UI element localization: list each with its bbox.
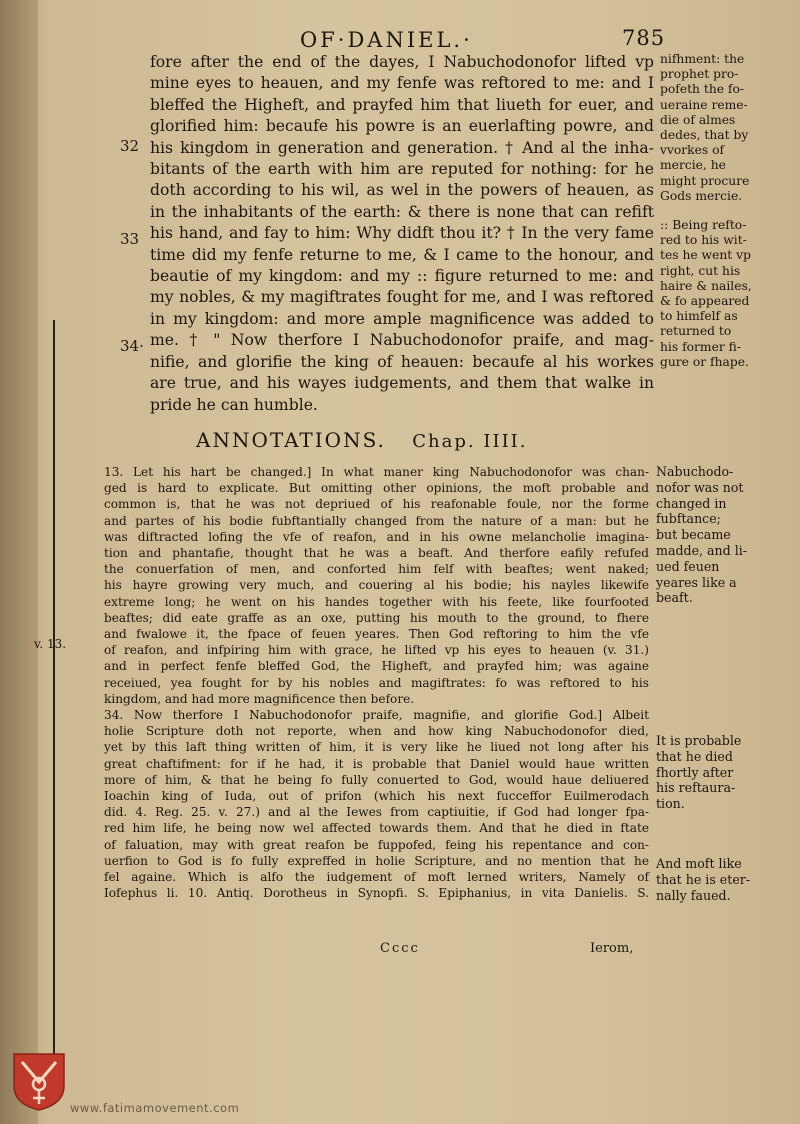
annotation-line: 13. Let his hart be changed.] In what maner king Nabuchodonofor was chan-: [104, 465, 649, 479]
margin-note-line: And moft like: [656, 856, 742, 871]
verse-number-33: 33: [120, 230, 140, 248]
annotation-line: and in perfect fenfe bleffed God, the Higheft, and prayfed him; was againe: [104, 659, 649, 674]
margin-note-line: tion.: [656, 796, 685, 812]
margin-note-line: yeares like a: [656, 574, 737, 590]
margin-note-line: :: Being refto-: [660, 218, 747, 233]
margin-note-line: Gods mercie.: [660, 188, 743, 203]
marginal-notes-top: [660, 52, 770, 370]
shield-logo-icon: [12, 1052, 66, 1112]
chapter-label: Chap. IIII.: [412, 431, 528, 452]
text-line: my nobles, & my magiftrates fought for me, and I was reftored: [150, 288, 654, 307]
margin-note-line: pofeth the fo-: [660, 82, 745, 97]
text-line: me. † " Now therfore I Nabuchodonofor praife, and mag-: [150, 331, 654, 350]
annotation-line: extreme long; he went on his handes together with his feete, like fourfooted: [104, 594, 649, 609]
margin-note-line: might procure: [660, 173, 750, 188]
annotation-line: was diftracted lofing the vfe of reafon, and in his owne melancholie imagina-: [104, 529, 649, 544]
verse-reference: v. 13.: [34, 637, 67, 651]
annotation-line: tion and phantafie, thought that he was a beaft. And therfore eafily refufed: [104, 546, 649, 561]
margin-note-line: his former fi-: [660, 339, 741, 354]
margin-note-line: madde, and li-: [656, 542, 748, 558]
annotation-line: more of him, & that he being fo fully conuerted to God, would haue deliuered: [104, 772, 649, 787]
verse-number-34: 34·: [120, 337, 144, 355]
annotation-line: did. 4. Reg. 25. v. 27.) and al the Iewes from captiuitie, if God had longer fpa-: [104, 805, 649, 820]
annotation-line: the conuerfation of men, and conforted him felf with beaftes; went naked;: [104, 562, 649, 577]
margin-rule: [53, 320, 55, 1080]
annotation-line: Iofephus li. 10. Antiq. Dorotheus in Synopfi. S. Epiphanius, in vita Danielis. S.: [104, 886, 649, 901]
watermark-url: www.fatimamovement.com: [70, 1101, 240, 1115]
text-line: in my kingdom: and more ample magnificence was added to: [150, 309, 654, 328]
text-line: beautie of my kingdom: and my :: figure returned to me: and: [150, 267, 654, 286]
margin-note-line: his reftaura-: [656, 780, 736, 796]
annotation-line: beaftes; did eate graffe as an oxe, putting his mouth to the ground, to fhere: [104, 610, 649, 625]
margin-note-line: gure or fhape.: [660, 354, 749, 369]
margin-note-line: changed in: [656, 495, 727, 511]
annotation-line: great chaftifment: for if he had, it is probable that Daniel would haue written: [104, 756, 649, 771]
text-line: pride he can humble.: [150, 395, 318, 414]
text-line: bitants of the earth with him are reputed for nothing: for he: [150, 160, 654, 179]
margin-note-line: returned to: [660, 324, 732, 339]
annotation-line: kingdom, and had more magnificence then before.: [104, 691, 415, 706]
margin-note-line: but became: [656, 527, 731, 543]
annotation-line: fel againe. Which is alfo the iudgement of moft lerned writers, Namely of: [104, 870, 649, 885]
margin-note-line: nofor was not: [656, 479, 744, 495]
annotation-line: Ioachin king of Iuda, out of prifon (which his next fucceffor Euilmerodach: [104, 789, 649, 804]
text-line: glorified him: becaufe his powre is an euerlafting powre, and: [150, 117, 654, 136]
annotation-line: and partes of his bodie fubftantially changed from the nature of a man: but he: [104, 513, 649, 528]
annotation-line: of reafon, and infpiring him with grace, he lifted vp his eyes to heauen (v. 31.): [104, 643, 649, 658]
margin-note-line: beaft.: [656, 590, 693, 606]
margin-note-line: fhortly after: [656, 764, 734, 780]
text-line: his kingdom in generation and generation. † And al the inha-: [150, 138, 654, 157]
margin-note-line: & fo appeared: [660, 294, 750, 309]
margin-note-line: prophet pro-: [660, 67, 739, 82]
text-line: bleffed the Higheft, and prayfed him that liueth for euer, and: [150, 95, 654, 114]
annotation-margin-note-2: [656, 733, 771, 812]
scripture-text: [150, 52, 654, 416]
annotation-line: 34. Now therfore I Nabuchodonofor praife, magnifie, and glorifie God.] Albeit: [104, 708, 649, 723]
annotation-line: his hayre growing very much, and couering al his bodie; his nayles likewife: [104, 578, 649, 593]
catchword: Ierom,: [590, 941, 634, 956]
text-line: in the inhabitants of the earth: & there is none that can refift: [150, 202, 654, 221]
margin-note-line: mercie, he: [660, 158, 726, 173]
margin-note-line: Nabuchodo-: [656, 464, 734, 479]
margin-note-line: red to his wit-: [660, 233, 747, 248]
margin-note-line: that he died: [656, 748, 733, 764]
text-line: his hand, and fay to him: Why didft thou it? † In the very fame: [150, 224, 654, 243]
margin-note-line: right, cut his: [660, 263, 741, 278]
annotations-heading: [196, 428, 576, 452]
annotation-line: common is, that he was not depriued of his reafonable foule, nor the forme: [104, 497, 649, 512]
annotation-line: red him life, he being now wel affected towards them. And that he died in ftate: [104, 821, 649, 836]
verse-number-32: 32: [120, 137, 140, 155]
margin-note-line: It is probable: [656, 733, 742, 748]
margin-note-line: fubftance;: [656, 511, 721, 527]
annotation-line: holie Scripture doth not reporte, when and how king Nabuchodonofor died,: [104, 724, 649, 739]
running-head: [300, 26, 666, 52]
annotation-line: and fwalowe it, the fpace of feuen yeares. Then God reftoring to him the vfe: [104, 627, 649, 642]
annotations-title: ANNOTATIONS.: [196, 428, 386, 452]
text-line: mine eyes to heauen, and my fenfe was reftored to me: and I: [150, 74, 654, 93]
annotation-margin-note-3: [656, 856, 771, 903]
margin-note-line: ueraine reme-: [660, 97, 748, 112]
annotation-line: of faluation, may with great reafon be fuppofed, feing his repentance and con-: [104, 837, 649, 852]
annotations-text: [104, 464, 649, 901]
margin-note-line: vvorkes of: [660, 143, 725, 158]
margin-note-line: haire & nailes,: [660, 278, 752, 293]
page-number: 785: [622, 26, 666, 50]
annotation-line: yet by this laft thing written of him, it is very like he liued not long after his: [104, 740, 649, 755]
margin-note-line: dedes, that by: [660, 128, 749, 143]
text-line: nifie, and glorifie the king of heauen: becaufe al his workes: [150, 352, 654, 371]
margin-note-line: to himfelf as: [660, 309, 738, 324]
text-line: fore after the end of the dayes, I Nabuchodonofor lifted vp: [150, 53, 654, 71]
text-line: are true, and his wayes iudgements, and them that walke in: [150, 374, 654, 393]
margin-note-line: ued feuen: [656, 558, 720, 574]
book-gutter: [0, 0, 38, 1124]
text-line: time did my fenfe returne to me, & I came to the honour, and: [150, 245, 654, 264]
margin-note-line: that he is eter-: [656, 871, 751, 887]
running-head-title: OF·DANIEL.·: [300, 28, 473, 52]
annotation-line: receiued, yea fought for by his nobles and magiftrates: fo was reftored to his: [104, 675, 649, 690]
signature-mark: Cccc: [380, 941, 420, 956]
annotation-line: uerfion to God is fo fully expreffed in holie Scripture, and no mention that he: [104, 853, 649, 868]
text-line: doth according to his wil, as wel in the powers of heauen, as: [150, 181, 654, 200]
annotation-margin-note-1: [656, 464, 771, 606]
margin-note-line: nifhment: the: [660, 52, 745, 66]
margin-note-line: tes he went vp: [660, 248, 751, 263]
margin-note-line: die of almes: [660, 112, 736, 127]
annotation-line: ged is hard to explicate. But omitting other opinions, the moft probable and: [104, 481, 649, 496]
margin-note-line: nally faued.: [656, 887, 731, 903]
